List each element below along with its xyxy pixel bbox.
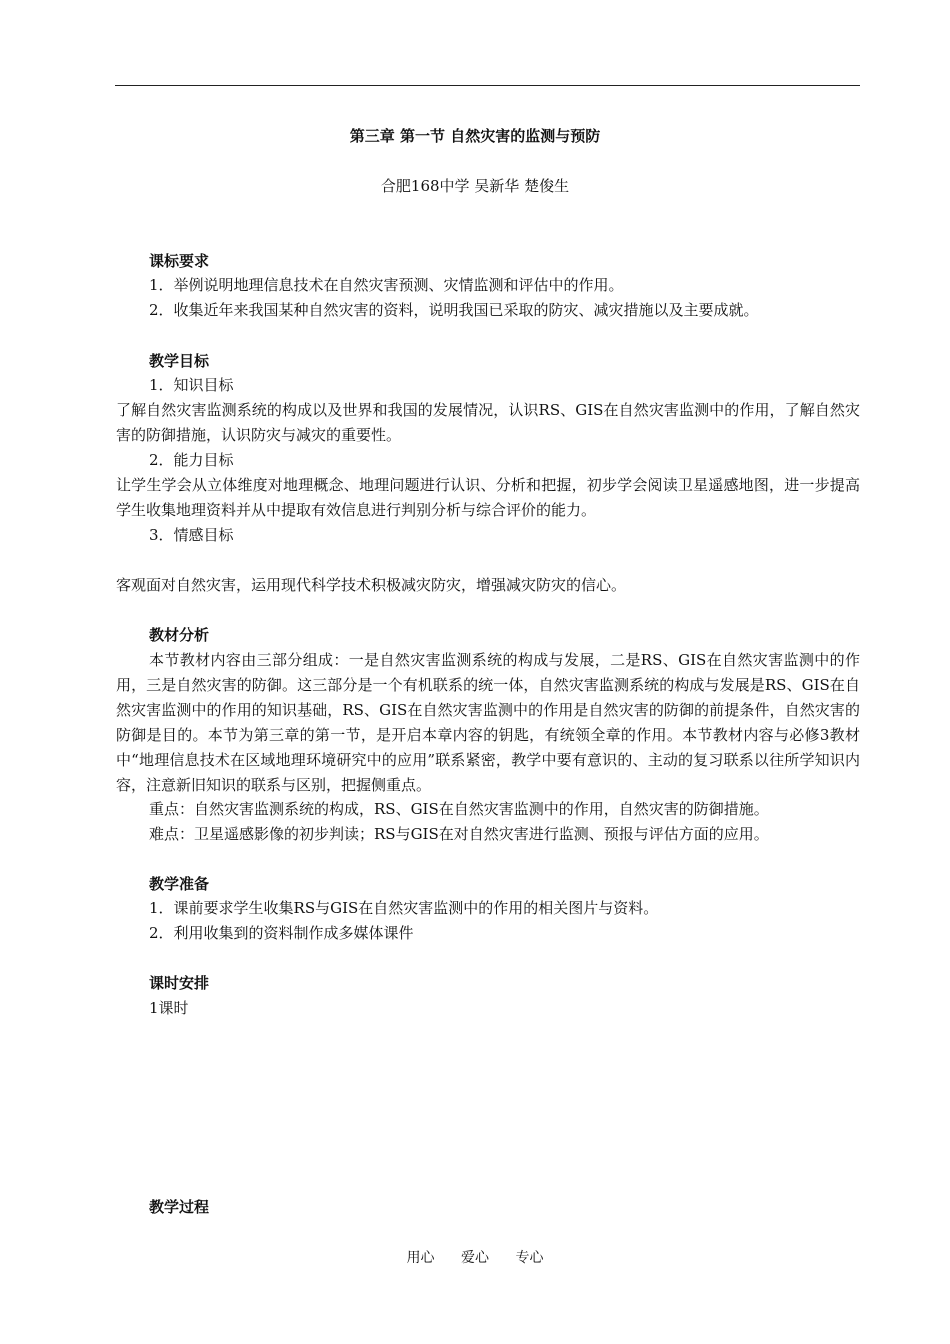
ability-text: 让学生学会从立体维度对地理概念、地理问题进行认识、分析和把握，初步学会阅读卫星遥感地图，进一步提高学生收集地理资料并从中提取有效信息进行判别分析与综合评价的能力。 — [116, 476, 860, 519]
process-heading: 教学过程 — [149, 1198, 210, 1216]
document-title: 第三章 第一节 自然灾害的监测与预防 — [349, 127, 601, 145]
difficulties: 难点：卫星遥感影像的初步判读；RS与GIS在对自然灾害进行监测、预报与评估方面的应用。 — [149, 825, 769, 843]
document-authors: 合肥168中学 吴新华 楚俊生 — [380, 177, 570, 195]
curriculum-item-1: 1．举例说明地理信息技术在自然灾害预测、灾情监测和评估中的作用。 — [149, 276, 624, 294]
curriculum-heading: 课标要求 — [149, 252, 210, 270]
footer-word-3: 专心 — [515, 1250, 544, 1266]
key-points: 重点：自然灾害监测系统的构成，RS、GIS在自然灾害监测中的作用，自然灾害的防御措施。 — [149, 800, 769, 818]
page-footer — [0, 1246, 950, 1271]
header-rule — [115, 85, 860, 86]
knowledge-label: 1．知识目标 — [149, 376, 234, 394]
preparation-item-2: 2．利用收集到的资料制作成多媒体课件 — [149, 924, 414, 942]
preparation-item-1: 1．课前要求学生收集RS与GIS在自然灾害监测中的作用的相关图片与资料。 — [149, 899, 659, 917]
objectives-heading: 教学目标 — [149, 352, 210, 370]
preparation-heading: 教学准备 — [149, 875, 210, 893]
knowledge-text: 了解自然灾害监测系统的构成以及世界和我国的发展情况，认识RS、GIS在自然灾害监测中的作用，了解自然灾害的防御措施，认识防灾与减灾的重要性。 — [116, 401, 860, 444]
emotion-text: 客观面对自然灾害，运用现代科学技术积极减灾防灾，增强减灾防灾的信心。 — [116, 576, 627, 594]
schedule-value: 1课时 — [149, 999, 189, 1017]
analysis-body: 本节教材内容由三部分组成：一是自然灾害监测系统的构成与发展，二是RS、GIS在自然灾害监测中的作用，三是自然灾害的防御。这三部分是一个有机联系的统一体，自然灾害监测系统的构成与发展是RS、GIS在自然灾害监测中的作用的知识基础，RS、GIS在自然灾害监测中的作用是自然灾害的防御的前提条件，自然灾害的防御是目的。本节为第三章的第一节，是开启本章内容的钥匙，有统领全章的作用。本节教材内容与必修3教材中“地理信息技术在区域地理环境研究中的应用”联系紧密，教学中要有意识的、主动的复习联系以往所学知识内容，注意新旧知识的联系与区别，把握侧重点。 — [116, 651, 860, 794]
ability-label: 2．能力目标 — [149, 451, 234, 469]
analysis-heading: 教材分析 — [149, 626, 210, 644]
schedule-heading: 课时安排 — [149, 974, 210, 992]
curriculum-item-2: 2．收集近年来我国某种自然灾害的资料，说明我国已采取的防灾、减灾措施以及主要成就。 — [149, 301, 759, 319]
emotion-label: 3．情感目标 — [149, 526, 234, 544]
footer-word-2: 爱心 — [461, 1250, 489, 1266]
footer-word-1: 用心 — [406, 1250, 435, 1266]
